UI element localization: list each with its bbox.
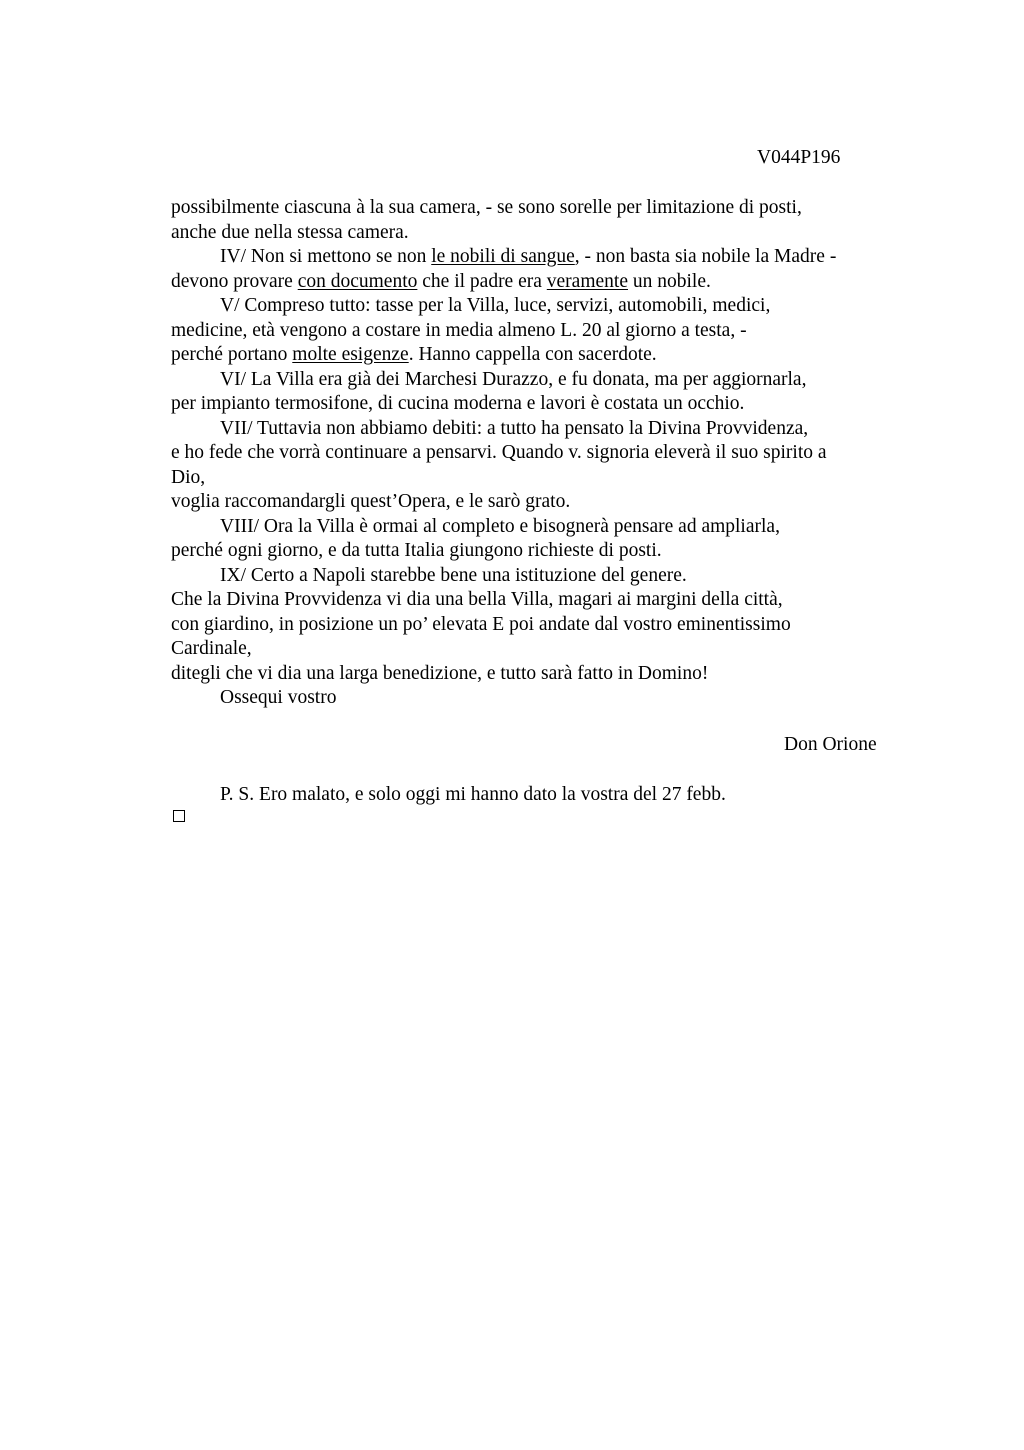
line-text: Ossequi vostro <box>220 687 337 708</box>
line-text: che il padre era <box>417 270 547 292</box>
line-text: devono provare <box>171 270 298 292</box>
line-text: con giardino, in posizione un po’ elevata E poi andate dal vostro eminentissimo <box>171 613 791 635</box>
letter-line-point-vi <box>171 368 891 393</box>
letter-closing <box>171 686 891 711</box>
underlined-text: con documento <box>297 270 418 292</box>
letter-line <box>171 270 891 295</box>
letter-line-point-vii <box>171 417 891 442</box>
page-identifier: V044P196 <box>757 147 841 168</box>
line-text: perché ogni giorno, e da tutta Italia giungono richieste di posti. <box>171 540 662 561</box>
line-text: IX/ Certo a Napoli starebbe bene una istituzione del genere. <box>220 564 687 586</box>
letter-line <box>171 343 891 368</box>
letter-line <box>171 221 891 246</box>
line-text: , - non basta sia nobile la Madre - <box>574 246 837 267</box>
underlined-text: veramente <box>546 270 628 292</box>
letter-line <box>171 588 891 613</box>
line-text: voglia raccomandargli quest’Opera, e le sarò grato. <box>171 491 571 512</box>
line-text: e ho fede che vorrà continuare a pensarvi. Quando v. signoria eleverà il suo spirito a <box>171 442 827 463</box>
letter-line <box>171 196 891 221</box>
letter-line-point-v <box>171 294 891 319</box>
letter-line <box>171 441 891 466</box>
line-text: Cardinale, <box>171 638 252 659</box>
letter-line <box>171 490 891 515</box>
letter-line <box>171 637 891 662</box>
letter-line-point-iv <box>171 245 891 270</box>
line-text: VII/ Tuttavia non abbiamo debiti: a tutto ha pensato la Divina Provvidenza, <box>220 417 809 439</box>
line-text: . Hanno cappella con sacerdote. <box>408 344 657 365</box>
postscript <box>171 783 891 808</box>
underlined-text: molte esigenze <box>292 344 409 365</box>
letter-line <box>171 539 891 564</box>
postscript-line: P. S. Ero malato, e solo oggi mi hanno dato la vostra del 27 febb. <box>220 784 726 805</box>
line-text: VI/ La Villa era già dei Marchesi Durazzo, e fu donata, ma per aggiornarla, <box>220 368 807 390</box>
empty-checkbox-glyph <box>173 810 185 822</box>
line-text: anche due nella stessa camera. <box>171 221 409 243</box>
letter-line <box>171 662 891 687</box>
letter-line <box>171 466 891 491</box>
line-text: VIII/ Ora la Villa è ormai al completo e bisognerà pensare ad ampliarla, <box>220 515 780 537</box>
line-text: medicine, età vengono a costare in media almeno L. 20 al giorno a testa, - <box>171 319 747 341</box>
line-text: Dio, <box>171 466 206 488</box>
line-text: perché portano <box>171 344 293 365</box>
letter-line-point-ix <box>171 564 891 589</box>
line-text: IV/ Non si mettono se non <box>220 246 432 267</box>
letter-line-point-viii <box>171 515 891 540</box>
line-text: Che la Divina Provvidenza vi dia una bella Villa, magari ai margini della città, <box>171 589 783 610</box>
line-text: ditegli che vi dia una larga benedizione, e tutto sarà fatto in Domino! <box>171 662 709 684</box>
underlined-text: le nobili di sangue <box>431 246 575 267</box>
letter-line <box>171 319 891 344</box>
letter-body <box>171 196 891 711</box>
line-text: per impianto termosifone, di cucina moderna e lavori è costata un occhio. <box>171 393 745 414</box>
line-text: un nobile. <box>627 270 711 292</box>
letter-line <box>171 392 891 417</box>
signature: Don Orione <box>784 734 877 755</box>
letter-line <box>171 613 891 638</box>
line-text: V/ Compreso tutto: tasse per la Villa, luce, servizi, automobili, medici, <box>220 295 771 316</box>
line-text: possibilmente ciascuna à la sua camera, - se sono sorelle per limitazione di posti, <box>171 197 802 218</box>
